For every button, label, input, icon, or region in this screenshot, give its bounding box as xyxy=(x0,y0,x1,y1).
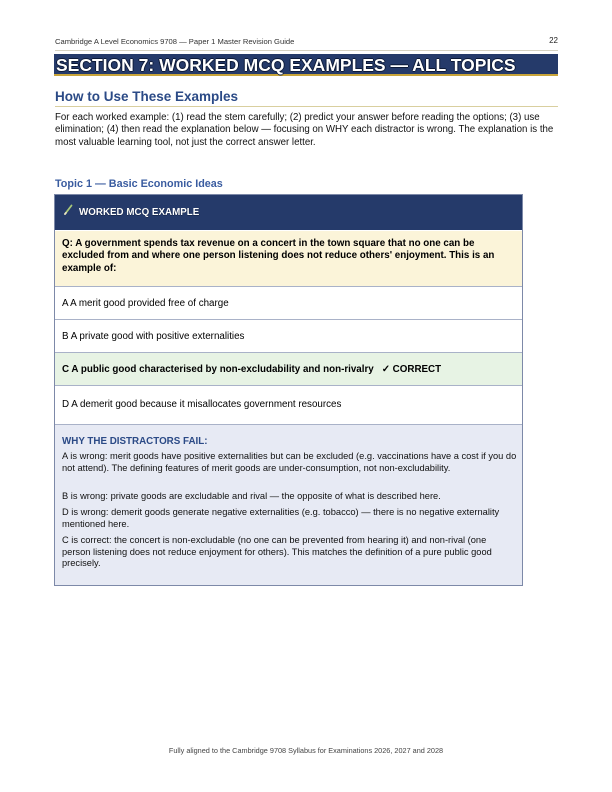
option-b-text: B A private good with positive externalities xyxy=(62,331,245,342)
explanation-c: C is correct: the concert is non-excludable (no one can be prevented from hearing it) and non-rival (one person listening does not reduce enjoyment for others). This matches the definition of a pure public good precisely. xyxy=(62,535,492,569)
explanation-a: A is wrong: merit goods have positive externalities but can be excluded (e.g. vaccinations have a cost if you do not attend). The defining features of merit goods are under-consumption, not non-excludability. xyxy=(62,451,517,473)
option-a xyxy=(55,287,522,320)
card-header-label: WORKED MCQ EXAMPLE xyxy=(79,207,200,218)
page-number: 22 xyxy=(549,36,558,45)
question-text: Q: A government spends tax revenue on a concert in the town square that no one can be excluded from and where one person listening does not reduce others' enjoyment. This is an example of: xyxy=(62,238,495,274)
option-c-text: C A public good characterised by non-excludability and non-rivalry xyxy=(62,364,374,375)
option-d xyxy=(55,386,522,425)
pencil-icon xyxy=(63,204,73,216)
correct-mark: ✓ CORRECT xyxy=(381,364,442,375)
option-a-text: A A merit good provided free of charge xyxy=(62,298,229,309)
explanation-panel xyxy=(55,425,522,585)
page-footer: Fully aligned to the Cambridge 9708 Syllabus for Examinations 2026, 2027 and 2028 xyxy=(168,746,444,755)
option-b xyxy=(55,320,522,353)
how-to-heading: How to Use These Examples xyxy=(55,89,558,107)
option-c-correct xyxy=(55,353,522,386)
topic-heading: Topic 1 — Basic Economic Ideas xyxy=(55,178,223,190)
running-header xyxy=(55,36,558,51)
section-title: SECTION 7: WORKED MCQ EXAMPLES — ALL TOPICS xyxy=(56,55,516,75)
running-header-title: Cambridge A Level Economics 9708 — Paper 1 Master Revision Guide xyxy=(55,37,295,46)
option-d-text: D A demerit good because it misallocates government resources xyxy=(62,399,342,410)
section-title-bar xyxy=(54,54,558,76)
question-row xyxy=(55,231,522,287)
explanation-d: D is wrong: demerit goods generate negative externalities (e.g. tobacco) — there is no negative externality mentioned here. xyxy=(62,507,500,529)
explanation-b: B is wrong: private goods are excludable and rival — the opposite of what is described here. xyxy=(62,491,441,501)
how-to-body: For each worked example: (1) read the stem carefully; (2) predict your answer before reading the options; (3) use elimination; (4) then read the explanation below — focusing on WHY each distractor is wrong. The explanation is the most valuable learning tool, not just the correct answer letter. xyxy=(55,112,554,148)
worked-mcq-card xyxy=(54,194,523,586)
card-header xyxy=(55,195,522,230)
explanation-title: WHY THE DISTRACTORS FAIL: xyxy=(62,436,208,447)
option-c-line xyxy=(62,364,441,375)
